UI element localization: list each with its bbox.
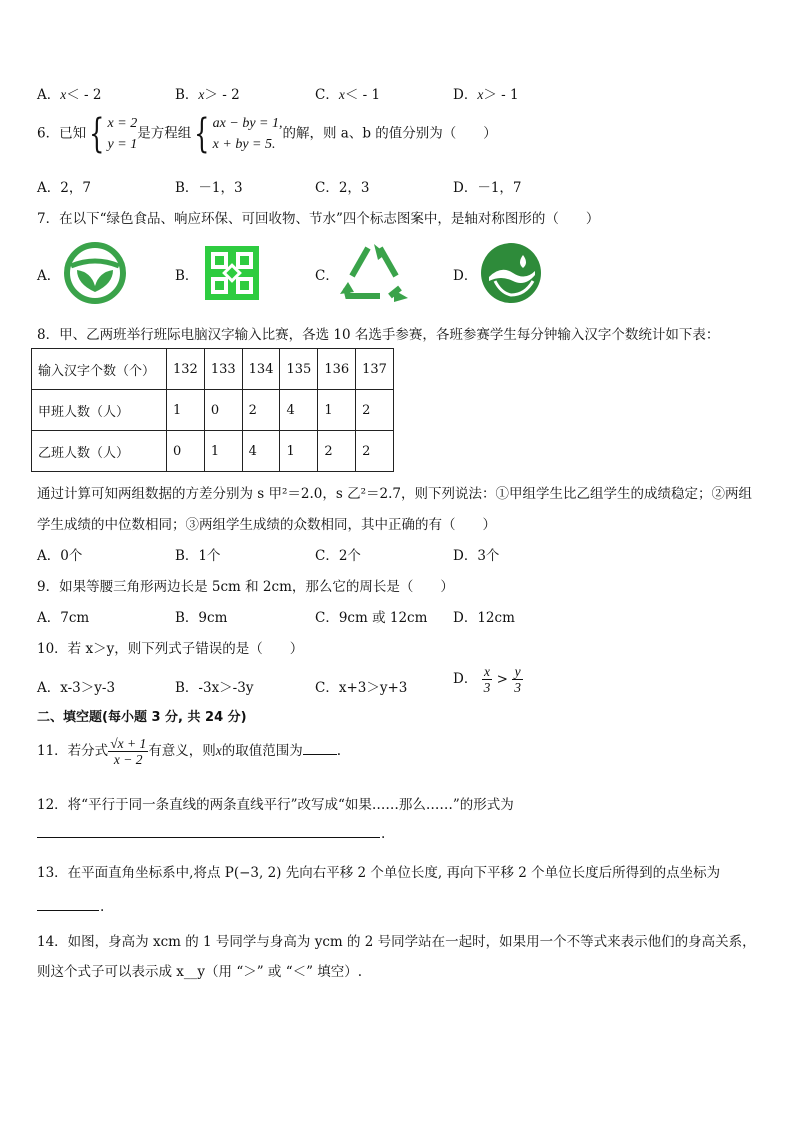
option-var: x <box>338 87 345 102</box>
option-text: ＜ - 2 <box>66 87 102 103</box>
sol-line-2: y = 1 <box>107 137 138 152</box>
table-cell: 2 <box>356 390 394 431</box>
sol-line-1: x = 2 <box>107 116 138 131</box>
q5-option-d <box>453 83 519 103</box>
numerator: y <box>512 664 523 680</box>
table-header-row <box>32 349 394 390</box>
q13-answer-blank[interactable] <box>37 910 99 911</box>
table-cell: 乙班人数（人） <box>32 431 167 472</box>
q13-end-dot: . <box>100 899 105 915</box>
table-cell: 1 <box>204 431 242 472</box>
q6-solution <box>108 113 138 155</box>
q7-label-c: C． <box>315 268 339 284</box>
table-cell: 1 <box>318 390 356 431</box>
q11-mid: 有意义，则 <box>148 743 216 759</box>
q11-var: x <box>215 743 222 758</box>
q11-suffix: 的取值范围为 <box>221 743 303 759</box>
q14-stem: 14．如图，身高为 xcm 的 1 号同学与身高为 ycm 的 2 号同学站在一起时，如果用一个不等式来表示他们的身高关系， <box>37 934 756 950</box>
table-cell: 2 <box>242 390 280 431</box>
option-text: ＜ - 1 <box>344 87 381 103</box>
option-letter: D． <box>453 87 478 103</box>
q8-text-line-2: 学生成绩的中位数相同；③两组学生成绩的众数相同，其中正确的有（ ） <box>37 517 496 533</box>
option-letter: B． <box>175 87 199 103</box>
fraction <box>108 736 148 767</box>
q12-end-dot: . <box>381 826 386 842</box>
q6-prefix: 6．已知 <box>37 125 87 142</box>
q14-text-line-2: 则这个式子可以表示成 x__y（用 “＞” 或 “＜” 填空）. <box>37 964 363 980</box>
numerator: x <box>482 664 493 680</box>
recycling-logo-icon <box>338 242 410 304</box>
q10-option-a: A．x-3＞y-3 <box>37 680 116 696</box>
fraction <box>482 664 493 695</box>
eq-line-1: ax − by = 1, <box>212 116 283 131</box>
q8-option-d: D．3个 <box>453 548 500 564</box>
table-cell: 甲班人数（人） <box>32 390 167 431</box>
q11-stem <box>37 736 341 767</box>
q9-option-b: B．9cm <box>175 610 228 626</box>
q11-prefix: 11．若分式 <box>37 743 109 759</box>
q7-label-a: A． <box>37 268 61 284</box>
denominator: x − 2 <box>113 752 143 767</box>
table-cell: 0 <box>167 431 205 472</box>
option-text: ＞ - 1 <box>483 87 519 103</box>
water-saving-logo-icon <box>479 241 543 305</box>
q12-stem: 12．将“平行于同一条直线的两条直线平行”改写成“如果……那么……”的形式为 <box>37 797 514 813</box>
q6-stem <box>37 113 497 155</box>
green-food-logo-icon <box>63 242 127 304</box>
relation: > <box>496 671 508 688</box>
table-cell: 133 <box>204 349 242 390</box>
q6-option-a: A．2，7 <box>37 180 91 196</box>
numerator: √x + 1 <box>110 736 147 751</box>
q9-stem: 9．如果等腰三角形两边长是 5cm 和 2cm，那么它的周长是（ ） <box>37 579 454 595</box>
q9-option-a: A．7cm <box>37 610 90 626</box>
q6-mid: 是方程组 <box>137 125 192 142</box>
fraction <box>512 664 523 695</box>
option-letter: D． <box>453 671 478 687</box>
table-cell: 输入汉字个数（个） <box>32 349 167 390</box>
option-letter: A． <box>37 87 61 103</box>
option-var: x <box>60 87 67 102</box>
q8-option-b: B．1个 <box>175 548 221 564</box>
option-var: x <box>477 87 484 102</box>
q12-answer-blank[interactable] <box>37 837 380 838</box>
q6-suffix: 的解，则 a、b 的值分别为（ ） <box>282 125 497 142</box>
option-var: x <box>198 87 205 102</box>
q10-option-c: C．x+3＞y+3 <box>315 680 408 696</box>
table-cell: 132 <box>167 349 205 390</box>
q8-stem: 8．甲、乙两班举行班际电脑汉字输入比赛，各选 10 名选手参赛，各班参赛学生每分钟输入汉字个数统计如下表： <box>37 327 720 343</box>
table-cell: 1 <box>280 431 318 472</box>
denominator: 3 <box>514 680 522 695</box>
q9-option-c: C．9cm 或 12cm <box>315 610 428 626</box>
q7-label-b: B． <box>175 268 199 284</box>
q10-option-d <box>453 664 523 695</box>
q5-option-a <box>37 83 101 103</box>
table-cell: 1 <box>167 390 205 431</box>
eq-line-2: x + by = 5. <box>212 137 276 152</box>
q5-option-b <box>175 83 240 103</box>
q8-text-line-1: 通过计算可知两组数据的方差分别为 s 甲²＝2.0，s 乙²＝2.7，则下列说法：①甲组学生比乙组学生的成绩稳定；②两组 <box>37 486 752 502</box>
q9-option-d: D．12cm <box>453 610 515 626</box>
q5-option-c <box>315 83 380 103</box>
option-letter: C． <box>315 87 339 103</box>
denominator: 3 <box>483 680 491 695</box>
section-heading: 二、填空题(每小题 3 分, 共 24 分) <box>37 710 247 725</box>
q10-stem: 10．若 x＞y，则下列式子错误的是（ ） <box>37 641 304 657</box>
table-cell: 4 <box>242 431 280 472</box>
table-cell: 137 <box>356 349 394 390</box>
q6-system <box>213 113 283 155</box>
table-cell: 136 <box>318 349 356 390</box>
table-cell: 4 <box>280 390 318 431</box>
q10-option-b: B．-3x＞-3y <box>175 680 254 696</box>
option-text: ＞ - 2 <box>204 87 240 103</box>
table-row <box>32 390 394 431</box>
answer-blank[interactable] <box>303 754 337 755</box>
table-cell: 134 <box>242 349 280 390</box>
q11-end: . <box>336 743 341 759</box>
q6-option-d: D．－1，7 <box>453 180 522 196</box>
table-row <box>32 431 394 472</box>
q8-table <box>31 348 394 472</box>
q6-option-b: B．－1，3 <box>175 180 243 196</box>
table-cell: 135 <box>280 349 318 390</box>
q7-stem: 7．在以下“绿色食品、响应环保、可回收物、节水”四个标志图案中，是轴对称图形的（ ） <box>37 211 600 227</box>
q8-option-a: A．0个 <box>37 548 83 564</box>
q7-label-d: D． <box>453 268 478 284</box>
q6-option-c: C．2，3 <box>315 180 370 196</box>
table-cell: 2 <box>318 431 356 472</box>
left-brace: { <box>89 111 105 157</box>
environmental-protection-logo-icon <box>203 244 261 302</box>
table-cell: 2 <box>356 431 394 472</box>
q8-option-c: C．2个 <box>315 548 361 564</box>
left-brace: { <box>194 111 210 157</box>
q13-stem: 13．在平面直角坐标系中,将点 P(−3, 2) 先向右平移 2 个单位长度, 再向下平移 2 个单位长度后所得到的点坐标为 <box>37 865 721 881</box>
table-cell: 0 <box>204 390 242 431</box>
